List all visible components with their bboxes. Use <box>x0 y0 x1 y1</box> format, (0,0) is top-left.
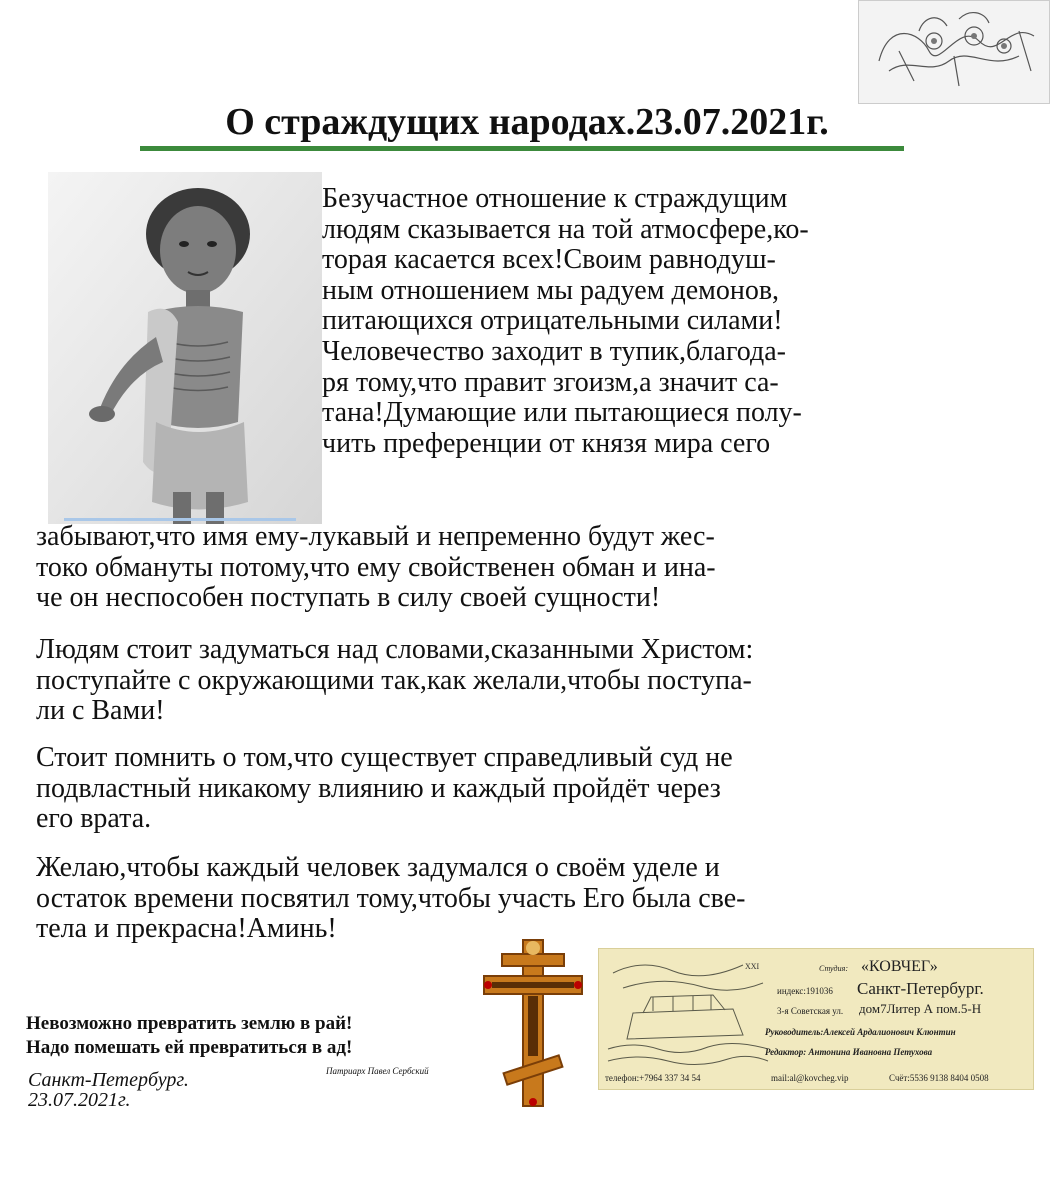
text-line: питающихся отрицательными силами! <box>322 305 783 337</box>
ark-drawing <box>603 953 771 1073</box>
paragraph-3 <box>36 743 733 835</box>
title-underline <box>140 146 904 151</box>
studio-name: «КОВЧЕГ» <box>861 958 938 975</box>
text-line: остаток времени посвятил тому,чтобы участь Его была све- <box>36 882 746 914</box>
ark-engraving-image <box>603 953 771 1073</box>
text-line: чить преференции от князя мира сего <box>322 427 771 459</box>
paragraph-1 <box>322 184 809 459</box>
paragraph-2 <box>36 635 753 727</box>
text-line: Безучастное отношение к страждущим <box>322 183 788 214</box>
text-line: ря тому,что правит згоизм,а значит са- <box>322 366 779 398</box>
studio-phone: телефон:+7964 337 34 54 <box>605 1073 701 1083</box>
paragraph-1-continued <box>36 522 716 614</box>
studio-index: индекс:191036 <box>777 986 833 996</box>
cross-drawing <box>478 936 588 1108</box>
paragraph-4 <box>36 853 745 945</box>
text-line: поступайте с окружающими так,как желали,чтобы поступа- <box>36 664 752 696</box>
text-line: торая касается всех!Своим равнодуш- <box>322 244 776 276</box>
orthodox-cross-image <box>478 936 588 1108</box>
studio-city: Санкт-Петербург. <box>857 979 984 998</box>
quote-block <box>26 1012 352 1060</box>
studio-editor: Редактор: Антонина Ивановна Петухова <box>765 1047 933 1057</box>
child-photo-drawing <box>48 172 322 524</box>
studio-card <box>598 948 1034 1090</box>
signature-city: Санкт-Петербург. <box>28 1069 189 1091</box>
studio-label: Студия: <box>819 964 848 973</box>
text-line: забывают,что имя ему-лукавый и непременно будут жес- <box>36 521 715 552</box>
text-line: тела и прекрасна!Аминь! <box>36 913 337 945</box>
page-title: О страждущих народах.23.07.2021г. <box>225 101 829 143</box>
quote-line: Надо помешать ей превратиться в ад! <box>26 1037 353 1058</box>
studio-account: Счёт:5536 9138 8404 0508 <box>889 1073 989 1083</box>
text-line: Людям стоит задуматься над словами,сказанными Христом: <box>36 634 754 665</box>
studio-house: дом7Литер А пом.5-Н <box>859 1001 982 1016</box>
text-line: тана!Думающие или пытающиеся полу- <box>322 397 802 429</box>
studio-street: 3-я Советская ул. <box>777 1006 844 1016</box>
quote-author: Патриарх Павел Сербский <box>326 1066 429 1076</box>
signature-date: 23.07.2021г. <box>28 1089 131 1111</box>
engraving-drawing <box>859 1 1049 103</box>
text-line: его врата. <box>36 803 152 835</box>
text-line: Желаю,чтобы каждый человек задумался о своём уделе и <box>36 852 720 883</box>
child-photo <box>48 172 322 524</box>
studio-mail: mail:al@kovcheg.vip <box>771 1073 849 1083</box>
text-line: токо обмануты потому,что ему свойственен обман и ина- <box>36 551 716 583</box>
text-line: ным отношением мы радуем демонов, <box>322 274 780 306</box>
quote-line: Невозможно превратить землю в рай! <box>26 1013 353 1034</box>
text-line: подвластный никакому влиянию и каждый пройдёт через <box>36 772 721 804</box>
studio-director: Руководитель:Алексей Ардалионович Клюнтин <box>765 1027 956 1037</box>
text-line: Стоит помнить о том,что существует справедливый суд не <box>36 742 733 773</box>
art-caption: XXI <box>745 962 760 971</box>
text-line: людям сказывается на той атмосфере,ко- <box>322 213 809 245</box>
text-line: че он неспособен поступать в силу своей сущности! <box>36 582 661 614</box>
decorative-engraving-image <box>858 0 1050 104</box>
signature-block <box>28 1070 189 1110</box>
text-line: Человечество заходит в тупик,благода- <box>322 335 786 367</box>
text-line: ли с Вами! <box>36 695 165 727</box>
